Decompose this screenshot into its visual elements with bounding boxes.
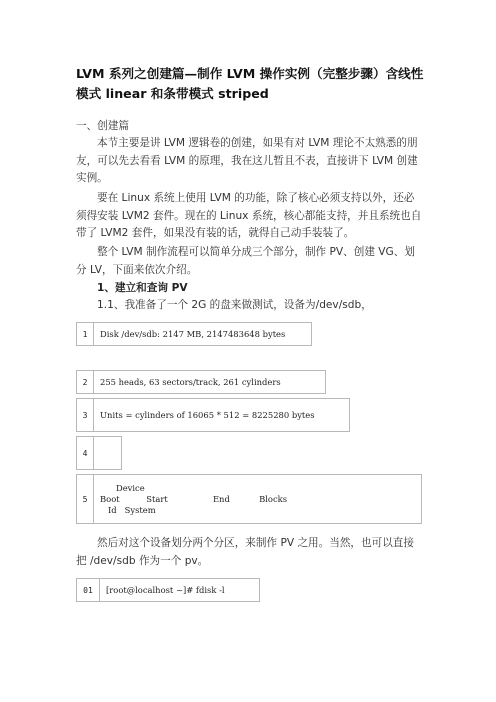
code-text: [root@localhost ~]# fdisk -l <box>106 585 225 595</box>
paragraph-partition: 然后对这个设备划分两个分区，来制作 PV 之用。当然，也可以直接把 /dev/sdb 作为一个 pv。 <box>76 537 414 567</box>
code-block-line <box>76 370 326 394</box>
paragraph-lvm2: 要在 Linux 系统上使用 LVM 的功能，除了核心必须支持以外，还必须得安装 LVM2 套件。现在的 Linux 系统，核心都能支持，并且系统也自带了 LVM2 套件，如果没有装的话，就得自己动手装装了。 <box>76 192 422 240</box>
code-text-line: Id System <box>100 504 156 515</box>
code-text: Units = cylinders of 16065 * 512 = 8225280 bytes <box>100 410 315 420</box>
code-text <box>94 475 293 523</box>
line-number: 3 <box>77 399 94 431</box>
line-number: 1 <box>77 323 94 345</box>
code-block-line <box>76 578 260 602</box>
document-title <box>76 64 436 104</box>
code-block-line <box>76 474 422 524</box>
line-number: 01 <box>77 579 100 601</box>
code-text-line: Device <box>100 482 145 493</box>
code-block-line <box>76 398 350 432</box>
code-text: Disk /dev/sdb: 2147 MB, 2147483648 bytes <box>100 329 286 339</box>
code-block-line <box>76 436 122 470</box>
code-text <box>94 437 106 469</box>
paragraph-intro: 本节主要是讲 LVM 逻辑卷的创建，如果有对 LVM 理论不太熟悉的朋友，可以先去看看 LVM 的原理，我在这儿暂且不表，直接讲下 LVM 创建实例。 <box>76 137 418 185</box>
paragraph-disk: 1.1、我准备了一个 2G 的盘来做测试，设备为/dev/sdb， <box>97 299 372 311</box>
code-text: 255 heads, 63 sectors/track, 261 cylinders <box>100 377 281 387</box>
section-heading: 一、创建篇 <box>76 120 129 132</box>
line-number: 5 <box>77 475 94 523</box>
code-block-line <box>76 322 312 346</box>
line-number: 2 <box>77 371 94 393</box>
line-number: 4 <box>77 437 94 469</box>
title-line-2: 模式 linear 和条带模式 striped <box>76 86 269 101</box>
paragraph-process: 整个 LVM 制作流程可以简单分成三个部分，制作 PV、创建 VG、划分 LV，下面来依次介绍。 <box>76 246 415 276</box>
title-line-1: LVM 系列之创建篇—制作 LVM 操作实例（完整步骤）含线性 <box>76 66 424 81</box>
subheading-pv: 1、建立和查询 PV <box>97 282 188 294</box>
code-text-line: Boot Start End Blocks <box>100 493 288 504</box>
